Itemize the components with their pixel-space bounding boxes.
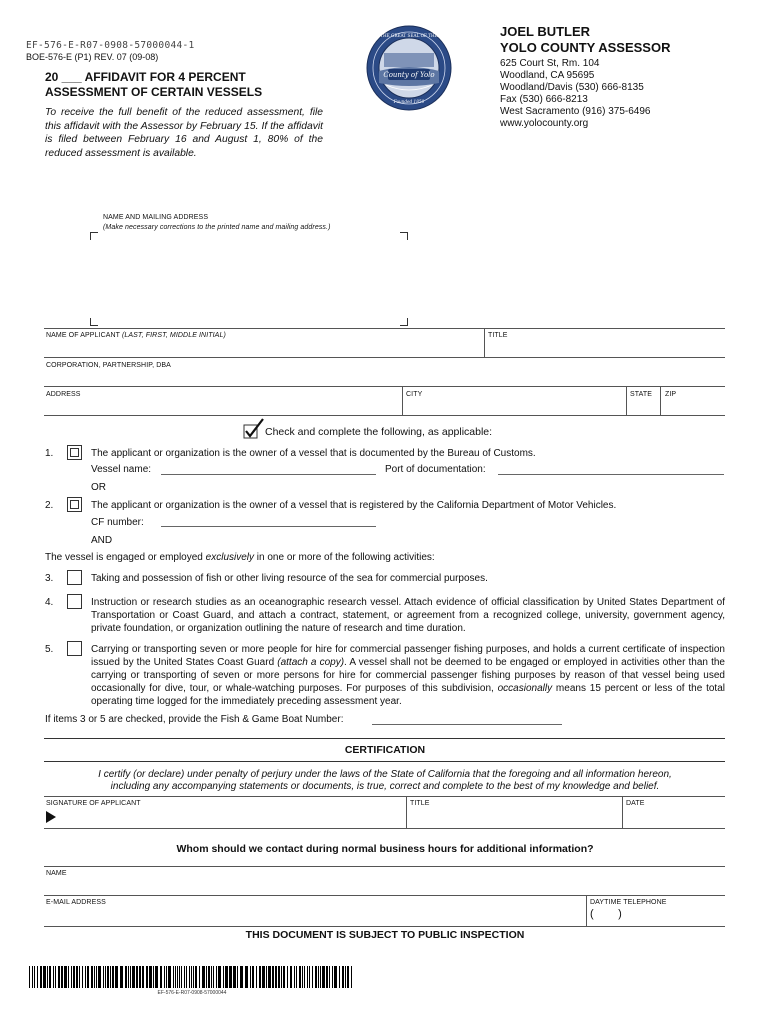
signature-label: SIGNATURE OF APPLICANT [46,800,141,807]
corner-mark-top-left [90,232,98,240]
city-label: CITY [406,391,423,398]
item-2-text: The applicant or organization is the owner of a vessel that is registered by the California Department of Motor Vehicles. [91,500,617,511]
assessor-title: YOLO COUNTY ASSESSOR [500,40,671,55]
item-5-text-e: means 15 percent or less of the total operating time logged for the immediately preceding assessment year. [91,683,725,707]
item-4-text: Instruction or research studies as an oceanographic research vessel. Attach evidence of official classification by United States Department of Transportation or Coast Guard, and attach a contract, statement, or agreement from a recognized college, university, government agency, private foundation, or organization outlining the nature of research and time duration. [91,597,725,634]
mailing-address-label: NAME AND MAILING ADDRESS [103,214,209,221]
item-5-number: 5. [45,644,54,655]
contact-heading: Whom should we contact during normal business hours for additional information? [176,843,594,855]
cf-number-label: CF number: [91,517,144,528]
address-label: ADDRESS [46,391,81,398]
item-1-checkbox[interactable] [67,445,82,460]
item-5-text [91,643,725,708]
barcode-graphic [29,966,355,988]
engaged-statement [45,551,435,564]
corner-mark-bottom-right [400,318,408,326]
signature-arrow-icon [46,811,56,823]
cert-date-field[interactable] [624,808,724,826]
vessel-name-field[interactable] [161,474,376,475]
form-revision: BOE-576-E (P1) REV. 07 (09-08) [26,52,159,62]
assessor-city: Woodland, CA 95695 [500,70,595,81]
corner-mark-bottom-left [90,318,98,326]
check-instruction: Check and complete the following, as applicable: [265,426,493,438]
assessor-website: www.yolocounty.org [500,118,589,129]
assessor-phone-westsac: West Sacramento (916) 375-6496 [500,106,651,117]
county-seal [366,25,452,111]
item-5-checkbox[interactable] [67,641,82,656]
applicant-name-field[interactable] [44,342,482,356]
item-5-text-c: . A vessel shall not be deemed to be engaged or employed in activities other than the carrying or transporting of seven or more persons for hire for commercial passenger fishing purposes by reason of that vessel being used occasionally for dive, tour, or whale-watching purposes. For purposes of this subdivision, [91,657,725,694]
form-code: EF-576-E-R07-0908-57000044-1 [26,40,195,51]
engaged-pre: The vessel is engaged or employed [45,552,206,563]
item-5-text-d: occasionally [497,683,553,694]
seal-founded-text: Founded 1850 [393,99,425,104]
port-field[interactable] [498,474,724,475]
seal-county-text: County of Yolo [383,71,435,79]
certification-text-line1: I certify (or declare) under penalty of perjury under the laws of the State of California that the foregoing and all information hereon, [98,769,672,780]
boat-number-field[interactable] [372,724,562,725]
assessor-address: 625 Court St, Rm. 104 [500,58,600,69]
certification-heading: CERTIFICATION [344,744,426,756]
cert-title-label: TITLE [410,800,430,807]
item-3-number: 3. [45,573,54,584]
contact-email-label: E-MAIL ADDRESS [46,899,106,906]
contact-phone-label: DAYTIME TELEPHONE [590,899,667,906]
cf-number-field[interactable] [161,526,376,527]
item-3-checkbox[interactable] [67,570,82,585]
cert-title-field[interactable] [408,808,620,826]
applicant-name-label [46,332,226,339]
item-2-number: 2. [45,500,54,511]
contact-name-field[interactable] [44,880,724,894]
item-2-checkbox[interactable] [67,497,82,512]
applicant-title-field[interactable] [486,342,724,356]
corporation-field[interactable] [44,372,724,386]
boat-number-label: If items 3 or 5 are checked, provide the Fish & Game Boat Number: [45,714,344,725]
checkmark-icon [242,417,266,441]
form-title-line1: 20 ___ AFFIDAVIT FOR 4 PERCENT [45,70,246,84]
item-1-text: The applicant or organization is the owner of a vessel that is documented by the Bureau of Customs. [91,448,536,459]
contact-phone-field[interactable]: ( ) [590,908,622,920]
form-title-line2: ASSESSMENT OF CERTAIN VESSELS [45,85,263,99]
signature-field[interactable] [60,808,404,826]
item-5-text-a: Carrying or transporting seven or more people for hire for commercial passenger fishing purposes, and holds a current certificate of inspection issued by the United States Coast Guard [91,644,725,668]
zip-label: ZIP [665,391,677,398]
seal-top-text: THE GREAT SEAL OF THE [380,33,438,38]
applicant-title-label: TITLE [488,332,508,339]
or-label: OR [91,482,106,493]
item-4-checkbox[interactable] [67,594,82,609]
city-field[interactable] [404,400,624,414]
mailing-address-note: (Make necessary corrections to the printed name and mailing address.) [103,224,331,231]
corner-mark-top-right [400,232,408,240]
corporation-label: CORPORATION, PARTNERSHIP, DBA [46,362,171,369]
engaged-post: in one or more of the following activities: [254,552,435,563]
port-label: Port of documentation: [385,464,486,475]
assessor-fax: Fax (530) 666-8213 [500,94,588,105]
item-5-text-b: (attach a copy) [277,657,345,668]
and-label: AND [91,535,113,546]
barcode [29,966,355,988]
barcode-text: EF-576-E-R07-0908-57000044 [157,990,227,996]
state-field[interactable] [628,400,658,414]
engaged-emphasis: exclusively [205,552,255,563]
vessel-name-label: Vessel name: [91,464,152,475]
contact-email-field[interactable] [44,908,584,924]
assessor-name: JOEL BUTLER [500,24,591,39]
public-inspection-notice: THIS DOCUMENT IS SUBJECT TO PUBLIC INSPECTION [245,929,525,941]
address-field[interactable] [44,400,400,414]
filing-instructions: To receive the full benefit of the reduced assessment, file this affidavit with the Assessor by February 15. If the affidavit is filed between February 16 and August 1, 80% of the reduced assessment is available. [45,107,323,159]
contact-name-label: NAME [46,870,67,877]
item-4-number: 4. [45,597,54,608]
state-label: STATE [630,391,653,398]
assessor-phone-woodland: Woodland/Davis (530) 666-8135 [500,82,644,93]
item-1-number: 1. [45,448,54,459]
cert-date-label: DATE [626,800,645,807]
applicant-name-label-text: NAME OF APPLICANT [46,332,120,339]
item-3-text: Taking and possession of fish or other living resource of the sea for commercial purposes. [91,573,488,584]
certification-text-line2: including any accompanying statements or documents, is true, correct and complete to the best of my knowledge and belief. [110,781,660,792]
applicant-name-label-note: (LAST, FIRST, MIDDLE INITIAL) [121,332,226,339]
zip-field[interactable] [662,400,724,414]
